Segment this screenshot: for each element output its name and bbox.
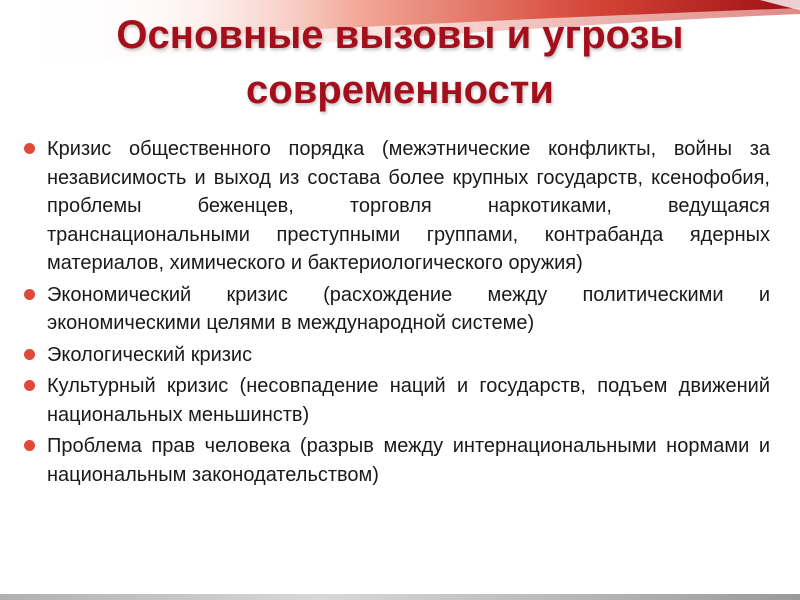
bullet-list <box>24 135 770 489</box>
list-item <box>24 432 770 489</box>
list-item-text: Кризис общественного порядка (межэтнические конфликты, войны за независимость и выход из состава более крупных государств, ксенофобия, проблемы беженцев, торговля наркотиками, ведущаяся транснациональными преступными группами, контрабанда ядерных материалов, химического и бактериологического оружия) <box>47 138 770 274</box>
list-item <box>24 341 770 370</box>
list-item <box>24 281 770 338</box>
list-item-text: Культурный кризис (несовпадение наций и государств, подъем движений национальных меньшинств) <box>47 375 770 426</box>
bullet-dot-icon <box>24 380 35 391</box>
bullet-dot-icon <box>24 440 35 451</box>
list-item <box>24 372 770 429</box>
slide-title: Основные вызовы и угрозы современности <box>116 13 684 112</box>
list-item <box>24 135 770 278</box>
list-item-text: Экономический кризис (расхождение между политическими и экономическими целями в международной системе) <box>47 283 770 334</box>
bullet-dot-icon <box>24 289 35 300</box>
bullet-dot-icon <box>24 349 35 360</box>
list-item-text: Проблема прав человека (разрыв между интернациональными нормами и национальным законодательством) <box>47 435 770 486</box>
content-area <box>24 135 770 492</box>
bullet-dot-icon <box>24 143 35 154</box>
decorative-footer-band <box>0 594 800 600</box>
list-item-text: Экологический кризис <box>47 343 253 366</box>
